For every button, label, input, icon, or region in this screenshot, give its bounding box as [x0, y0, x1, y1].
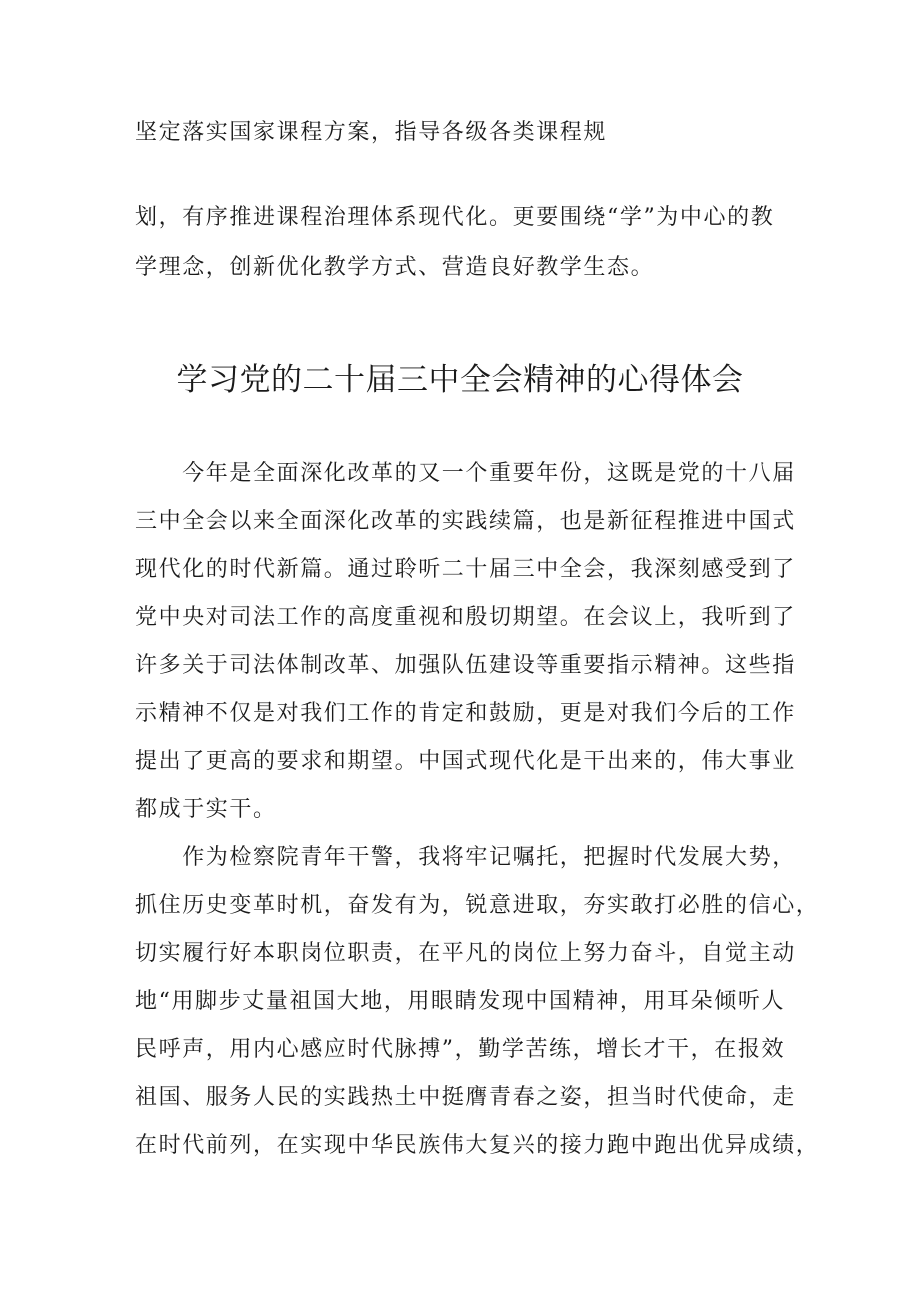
top-fragment-line-2: 划，有序推进课程治理体系现代化。更要围绕“学”为中心的教	[135, 205, 775, 230]
paragraph-1	[135, 459, 795, 843]
paragraph-1-line: 今年是全面深化改革的又一个重要年份，这既是党的十八届	[135, 461, 796, 486]
paragraph-2-line: 民呼声，用内心感应时代脉搏”，勤学苦练，增长才干，在报效	[135, 1037, 786, 1062]
paragraph-2-line: 祖国、服务人民的实践热土中挺膺青春之姿，担当时代使命，走	[135, 1085, 796, 1110]
paragraph-2-line: 切实履行好本职岗位职责，在平凡的岗位上努力奋斗，自觉主动	[135, 941, 796, 966]
paragraph-1-line: 提出了更高的要求和期望。中国式现代化是干出来的，伟大事业	[135, 749, 796, 774]
paragraph-1-line: 三中全会以来全面深化改革的实践续篇，也是新征程推进中国式	[135, 509, 796, 534]
paragraph-2-line: 地“用脚步丈量祖国大地，用眼睛发现中国精神，用耳朵倾听人	[135, 989, 786, 1014]
top-fragment-line-1: 坚定落实国家课程方案，指导各级各类课程规	[135, 120, 608, 145]
document-title: 学习党的二十届三中全会精神的心得体会	[176, 362, 744, 398]
paragraph-2-line: 抓住历史变革时机，奋发有为，锐意进取，夯实敢打必胜的信心，	[135, 893, 820, 918]
paragraph-1-line: 党中央对司法工作的高度重视和殷切期望。在会议上，我听到了	[135, 605, 796, 630]
paragraph-1-line: 示精神不仅是对我们工作的肯定和鼓励，更是对我们今后的工作	[135, 701, 796, 726]
paragraph-2-line: 作为检察院青年干警，我将牢记嘱托，把握时代发展大势，	[135, 845, 796, 870]
paragraph-1-line: 现代化的时代新篇。通过聆听二十届三中全会，我深刻感受到了	[135, 557, 796, 582]
paragraph-2	[135, 843, 820, 1179]
paragraph-1-line: 都成于实干。	[135, 797, 277, 822]
top-fragment-line-3: 学理念，创新优化教学方式、营造良好教学生态。	[135, 255, 655, 280]
paragraph-1-line: 许多关于司法体制改革、加强队伍建设等重要指示精神。这些指	[135, 653, 796, 678]
paragraph-2-line: 在时代前列，在实现中华民族伟大复兴的接力跑中跑出优异成绩，	[135, 1133, 820, 1158]
